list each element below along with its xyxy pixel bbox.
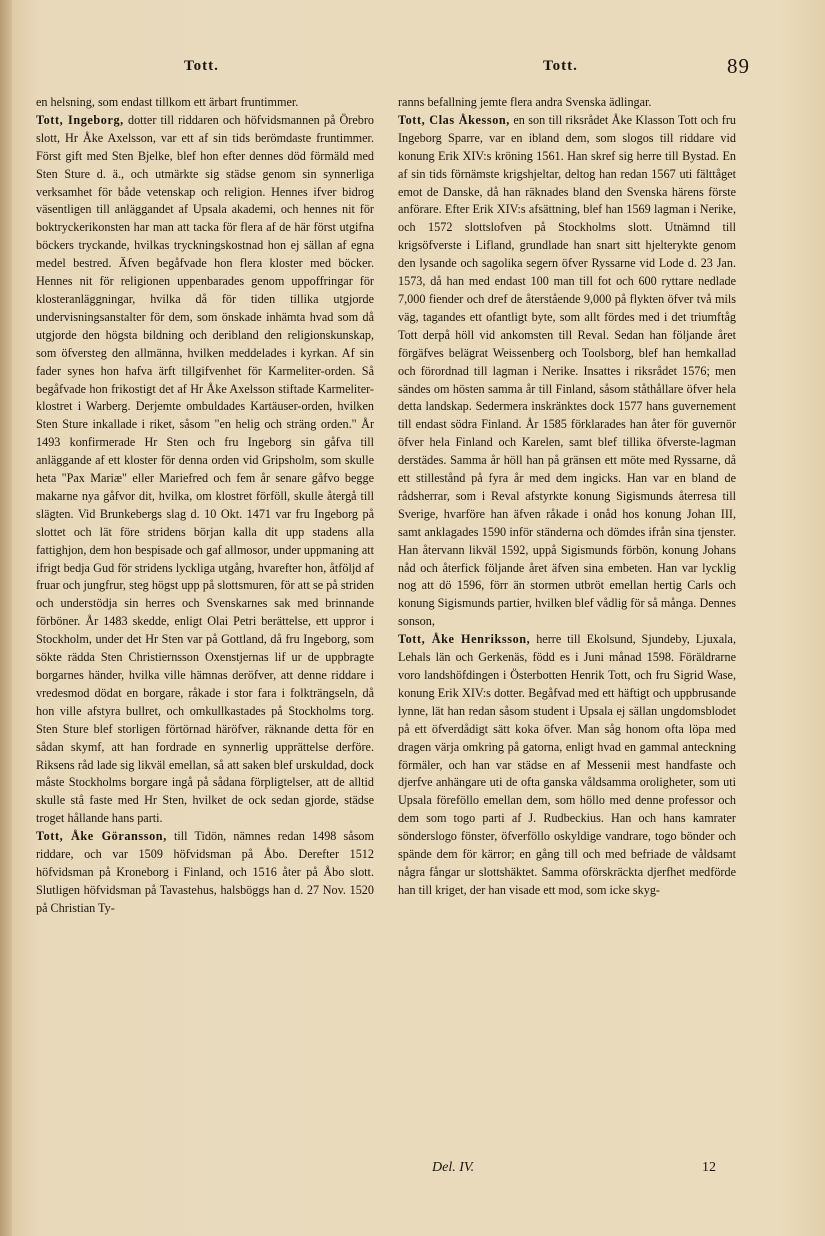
running-head-right: Tott. (543, 58, 578, 74)
entry-text: dotter till riddaren och höfvidsmannen på Örebro slott, Hr Åke Axelsson, var ett af sin tids berömdaste fruntimmer. Först gift med Sten Bjelke, blef hon efter dennes död förmäld med Sten Sture d. ä., och utmärkte sig städse genom sin synnerliga verksamhet för både vetenskap och religion. Hennes ifver bidrog väsentligen till anläggandet af Upsala akademi, och hennes nit för boktryckerikonsten har man att tacka för flera af de här först utgifna böckers tryckande, hvilkas tryckningskostnad hon ej sällan af egna medel bestred. Äfven begåfvade hon flera kloster med böcker. Hennes nit för religionen uppenbarades genom uppoffringar för klosteranläggningar, hvilka då för tiden tillika utgjorde undervisningsanstalter för dem, som önskade inhämta hvad som då utgjorde den högsta bildning och deribland den religionskunskap, som öfversteg den allmänna, hvilken meddelades i kyrkan. Af sin fader synes hon hafva ärft tillgifvenhet för Karmeliter-orden. Så begåfvade hon frikostigt det af Hr Åke Axelsson stiftade Karmeliter-klostret i Warberg. Derjemte ombuldades Kartäuser-orden, hvilken Sten Sture inkallade i riket, såsom "en helig och sträng orden." År 1493 konfirmerade Hr Sten och fru Ingeborg sin gåfva till anläggande af ett kloster för denna orden vid Gripsholm, som skulle heta "Pax Mariæ" eller Mariefred och fem år senare gåfvo begge makarne nya gåfvor dit, hvilka, om klostret förföll, skulle återgå till slägten. Vid Brunkebergs slag d. 10 Okt. 1471 var fru Ingeborg på slottet och lät före stridens början kalla dit upp stadens alla fattighjon, dem hon bespisade och gaf allmosor, under uppmaning att ifrigt bedja Gud för stridens lyckliga utgång, hvarefter hon, åtföljd af fruar och jungfrur, steg högst upp på slottsmuren, för att se på striden och understödja sin herres och Svenskarnes sak med brinnande förböner. År 1483 skedde, enligt Olai Petri berättelse, ett uppror i Stockholm, under det Hr Sten var på Gottland, då fru Ingeborg, som sökte rädda Sten Christiernsson Oxenstjernas lif ur de uppbragte borgarnes händer, hvilka ville hämnas deröfver, att denne riddare i vredesmod dödat en borgare, råkade i stor fara i folkträngseln, då hon ville afstyra bullret, och omkullkastades på Stockholms torg. Sten Sture blef storligen förtörnad häröfver, räknande detta för en sådan skymf, att han fordrade en synnerlig upprättelse derföre. Riksens råd lade sig likväl emellan, så att saken blef urskuldad, dock måste Stockholms borgare ingå på sådana förpligtelser, att de alltid skulle stå faste med Hr Sten, hvilket de ock sedan gjorde, städse troget hållande hans parti. (36, 112, 375, 826)
running-head-left: Tott. (184, 58, 219, 74)
page-number: 89 (727, 54, 750, 78)
entry-paragraph (36, 112, 374, 828)
signature-mark: Del. IV. (432, 1160, 475, 1175)
right-column (398, 94, 736, 900)
entry-text: herre till Ekolsund, Sjundeby, Ljuxala, Lehals län och Gerkenäs, född es i Juni månad 1598. Föräldrarne voro landshöfdingen i Österbotten Henrik Tott, och fru Sigrid Wase, konung Erik XIV:s dotter. Begåfvad med ett häftigt och uppbrusande lynne, lät han redan såsom student i Upsala ej sällan ungdomsblodet på ett öfverdådigt sätt koka öfver. Man såg honom ofta löpa med dragen värja omkring på gatorna, enligt hvad en gammal anteckning förmäler, och han var städse en af Messenii mest handfaste och djerfve anhängare uti de ofta ganska våldsamma oroligheter, som uti Upsala föreföllo emellan dem, som höllo med denne professor och dem som togo parti af J. Rudbeckius. Han och hans kamrater sönderslogo fönster, öfverföllo oskyldige vandrare, togo bönder och spände dem för kärror; en gång till och med befriade de våldsamt några fångar ur slottshäktet. Samma oförskräckta djerfhet medförde han till kriget, der han visade ett mod, som icke skyg- (398, 632, 737, 897)
entry-paragraph (36, 828, 374, 918)
entry-paragraph (398, 112, 736, 631)
sheet-number: 12 (702, 1160, 716, 1175)
entry-text: till Tidön, nämnes redan 1498 såsom riddare, och var 1509 höfvidsman på Åbo. Derefter 1512 höfvidsman på Kroneborg i Finland, och 1516 åter på Åbo slott. Slutligen höfvidsman på Tavastehus, halsböggs han d. 27 Nov. 1520 på Christian Ty- (36, 829, 375, 915)
left-column (36, 94, 374, 918)
entry-headword: Tott, Åke Göransson, (36, 829, 167, 844)
entry-headword: Tott, Ingeborg, (36, 112, 124, 127)
entry-headword: Tott, Clas Åkesson, (398, 112, 510, 127)
entry-paragraph (36, 94, 374, 112)
entry-paragraph (398, 631, 736, 900)
entry-text: en helsning, som endast tillkom ett ärbart fruntimmer. (36, 95, 299, 109)
entry-text: en son till riksrådet Åke Klasson Tott och fru Ingeborg Sparre, var en ibland dem, som slogos till riddare vid konung Erik XIV:s kröning 1561. Han skref sig herre till Bystad. En af sin tids förnämste krigshjeltar, deltog han redan 1567 uti fälttåget emot de Danske, då han räknades bland den Svenska härens förste anförare. Efter Erik XIV:s afsättning, blef han 1569 lagman i Nerike, och 1572 slottslofven på Stockholms slott. Utnämnd till krigsöfverste i Lifland, grundlade han snart sitt hjelterykte genom den lysande och sagolika segern öfver Ryssarne vid Lode d. 23 Jan. 1573, då han med endast 100 man till fot och 600 ryttare nedlade 7,000 fiender och dref de återstående 9,000 på flykten öfver två mils väg, tagandes ett ofantligt byte, som allt fördes med i det triumftåg Tott derpå höll vid ankomsten till Reval. Sedan han följande året förgäfves belägrat Weissenberg och Toolsborg, blef han hemkallad och förordnad till lagman i Nerike. Insattes i riksrådet 1576; men sändes om hösten samma år till Finland, såsom ståthållare öfver hela detta landskap. Sedermera inskränktes dock 1577 hans guvernement till endast södra Finland. År 1585 förklarades han åter för guvernör öfver hela Finland och Karelen, samt blef tillika öfverste-lagman derstädes. Samma år höll han på gränsen ett möte med Ryssarne, då ett stillestånd på fyra år med dem ingicks. Han var en bland de rådsherrar, som i Reval afstyrkte konung Sigismunds återresa till Sverige, hvarföre han äfven råkade i onåd hos konung Johan III, samt anklagades 1590 inför ständerna och dömdes ifrån sina tjenster. Han återvann likväl 1592, uppå Sigismunds förbön, konung Johans nåd och återfick följande året äfven sina embeten. Han var lycklig nog att dö 1596, förr än stormen utbröt emellan hertig Carls och konung Sigismunds partier, hvilken blef vådlig för så många. Dennes sonson, (398, 112, 736, 629)
entry-paragraph (398, 94, 736, 112)
entry-headword: Tott, Åke Henriksson, (398, 632, 531, 647)
entry-text: ranns befallning jemte flera andra Svenska ädlingar. (398, 95, 652, 109)
page-binding-edge (0, 0, 12, 1236)
